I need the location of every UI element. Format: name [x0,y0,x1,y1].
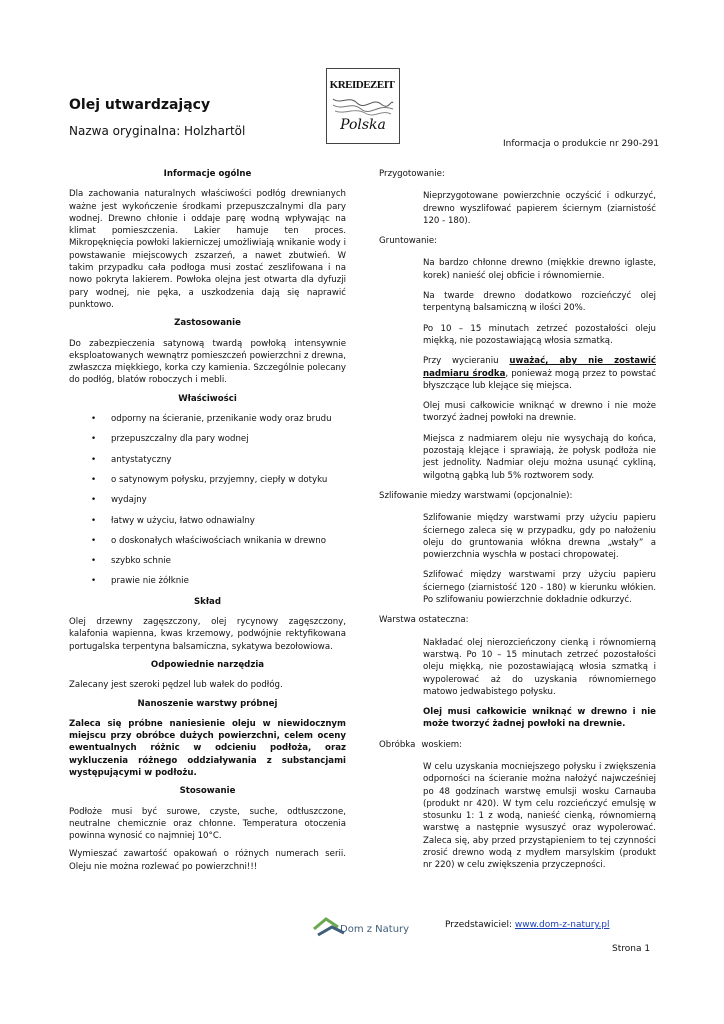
primer-p1: Na bardzo chłonne drewno (miękkie drewno iglaste, korek) nanieść olej obficie i równomiernie. [423,258,656,281]
list-item: • szybko schnie [91,556,171,567]
primer-p6: Miejsca z nadmiarem oleju nie wysychają do końca, pozostają klejące i sprawiają, że połysk podłoża nie jest jednolity. Nadmiar oleju można usunąć cykliną, wilgotną gąbką lub 5% roztworem sody. [423,433,656,481]
right-column [379,168,656,880]
sanding-p2: Szlifować między warstwami przy użyciu papieru ściernego (ziarnistość 120 - 180) w kierunku włókien. Po szlifowaniu powierzchnie dokładnie odkurzyć. [423,570,656,606]
primer-p2: Na twarde drewno dodatkowo rozcieńczyć olej terpentyną balsamiczną w ilości 20%. [423,291,656,314]
original-name: Nazwa oryginalna: Holzhartöl [69,124,246,138]
product-info-number: Informacja o produkcie nr 290-291 [503,139,660,149]
sanding-title: Szlifowanie miedzy warstwami (opcjonalnie): [379,490,573,501]
general-heading: Informacje ogólne [163,169,252,179]
general-text: Dla zachowania naturalnych właściwości podłóg drewnianych ważne jest wykończenie środkami przepuszczalnymi dla pary wodnej. Drewno chłonie i oddaje parę wodną wpływając na klimat pomieszczenia. Lakier hamuje ten proces. Mikropęknięcia powłoki lakierniczej umożliwiają wnikanie wody i powstawanie miejscowych zszarzeń, a nawet zbutwień. W takim przypadku cała podłoga musi zostać zeszlifowana i na nowo pokryta lakierem. Powłoka olejna jest otwarta dla dyfuzji pary wodnej, nie pęka, a uszkodzenia dają się naprawić punktowo. [69,189,346,310]
composition-text: Olej drzewny zagęszczony, olej rycynowy zagęszczony, kalafonia wapienna, kwas krzemowy, podwójnie rektyfikowana portugalska terpentyna balsamiczna, sykatywa bezołowiowa. [69,617,346,652]
document-title: Olej utwardzający [69,97,211,113]
list-item: • o doskonałych właściwościach wnikania w drewno [91,535,326,546]
final-p2: Olej musi całkowicie wniknąć w drewno i nie może tworzyć żadnej powłoki na drewnie. [423,707,656,730]
prep-title: Przygotowanie: [379,169,445,179]
props-list [69,413,346,588]
tools-text: Zalecany jest szeroki pędzel lub wałek do podłóg. [69,680,283,691]
list-item: • prawie nie żółknie [91,576,189,587]
logo-scribble-icon [331,95,395,117]
list-item: • wydajny [91,495,147,506]
prep-text: Nieprzygotowane powierzchnie oczyścić i odkurzyć, drewno wyszlifować papierem ściernym (ziarnistość 120 - 180). [423,191,656,226]
sanding-p1: Szlifowanie między warstwami przy użyciu papieru ściernego zaleca się w przypadku, gdy po nałożeniu oleju do gruntowania włókna drewna „wstały” a powierzchnia wyschła w postaci chropowatej. [423,513,656,561]
final-title: Warstwa ostateczna: [379,615,469,626]
list-item: • antystatyczny [91,454,172,465]
primer-p3: Po 10 – 15 minutach zetrzeć pozostałości oleju miękką, nie pozostawiającą włosia szmatką. [423,323,656,346]
logo-text: Dom z Natury [340,924,410,935]
primer-p5: Olej musi całkowicie wniknąć w drewno i nie może tworzyć żadnej powłoki na drewnie. [423,401,656,424]
tools-heading: Odpowiednie narzędzia [150,659,265,670]
list-item: • o satynowym połysku, przyjemny, ciepły w dotyku [91,474,328,485]
dom-z-natury-logo [312,915,412,939]
wax-p1: W celu uzyskania mocniejszego połysku i zwiększenia odporności na ścieranie można nałożyć najwcześniej po 48 godzinach warstwę emulsji wosku Carnauba (produkt nr 420). W tym celu rozcieńczyć emulsję w stosunku 1: 1 z wodą, nanieść cienką, równomierną warstwę a następnie wysuszyć oraz wypolerować. Zaleca się, aby przed przystąpieniem to tej czynności zrosić drewno wodą z mydłem marsylskim (produkt nr 220) w celu zwiększenia przyczepności. [423,761,656,871]
apply-text-2: Wymieszać zawartość opakowań o różnych numerach serii. Oleju nie można rozlewać po powierzchni!!! [69,849,346,872]
page-number: Strona 1 [612,944,651,954]
website-link[interactable]: www.dom-z-natury.pl [514,920,610,930]
wax-title: Obróbka woskiem: [379,739,463,750]
representative: Przedstawiciel: www.dom-z-natury.pl [445,920,610,930]
test-heading: Nanoszenie warstwy próbnej [137,698,278,709]
list-item: • odporny na ścieranie, przenikanie wody oraz brudu [91,414,332,425]
logo-country: Polska [340,117,386,133]
logo-brand: KREIDEZEIT [329,79,395,91]
use-heading: Zastosowanie [174,318,241,329]
list-item: • przepuszczalny dla pary wodnej [91,434,249,445]
test-text: Zaleca się próbne naniesienie oleju w niewidocznym miejscu przy obróbce dużych powierzchni, celem oceny ewentualnych różnic w odcieniu podłoża, oraz wykluczenia różnego oddziaływania z substancjami występującymi w podłożu. [69,718,346,778]
use-text: Do zabezpieczenia satynową twardą powłoką intensywnie eksploatowanych wewnątrz pomieszczeń powierzchni z drewna, zwłaszcza miękkiego, korka czy kamienia. Szczególnie polecany do podłóg, blatów roboczych i mebli. [69,338,346,386]
primer-title: Gruntowanie: [379,236,438,247]
props-heading: Właściwości [178,393,237,404]
composition-heading: Skład [193,596,222,607]
list-item: • łatwy w użyciu, łatwo odnawialny [91,515,255,526]
apply-text: Podłoże musi być surowe, czyste, suche, odtłuszczone, neutralne chemicznie oraz chłonne. Temperatura otoczenia powinna wynosić co najmniej 10°C. [69,806,346,842]
apply-heading: Stosowanie [179,786,236,797]
kreidezeit-logo [326,68,400,144]
left-column [69,168,346,879]
primer-p4: Przy wycieraniu uważać, aby nie zostawić nadmiaru środka, ponieważ mogą przez to powstać błyszczące lub klejące się miejsca. [423,356,657,391]
final-p1: Nakładać olej nierozcieńczony cienką i równomierną warstwą. Po 10 – 15 minutach zetrzeć pozostałości oleju miękką, nie pozostawiającą włosia szmatką i wypolerować aż do uzyskania równomiernego matowo jedwabistego połysku. [423,637,656,697]
